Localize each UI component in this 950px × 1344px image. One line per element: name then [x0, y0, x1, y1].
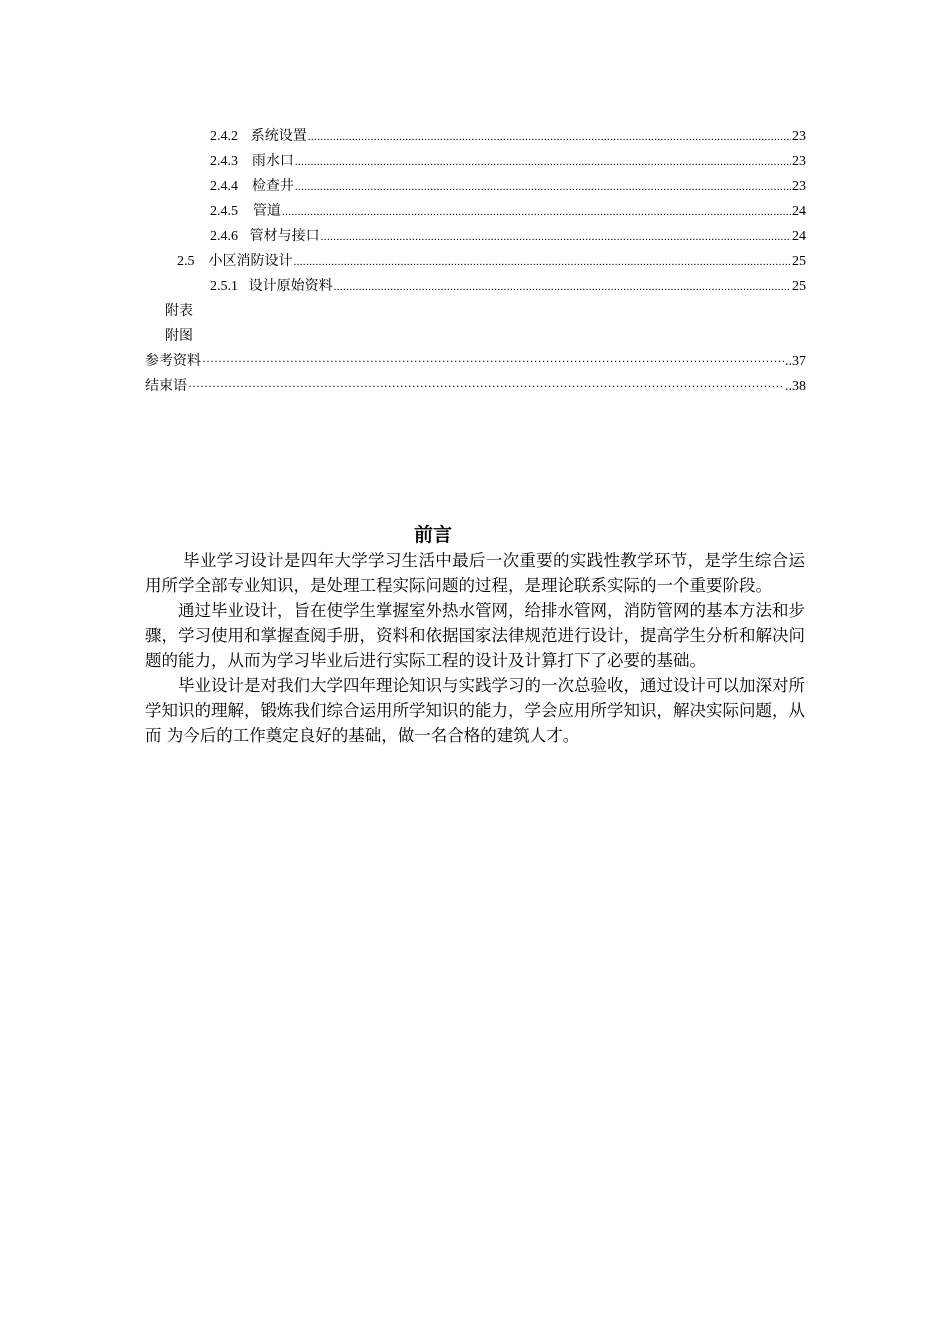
toc-leader-dots [293, 250, 791, 275]
toc-entry-page: ..37 [785, 354, 806, 369]
toc-leader-dots [295, 150, 791, 175]
toc-entry-number: 2.4.5 [210, 204, 238, 219]
toc-entry-title: 附表 [165, 303, 193, 319]
toc-entry-page: 24 [792, 229, 806, 244]
toc-entry[interactable] [145, 349, 806, 374]
toc-entry[interactable] [165, 299, 365, 324]
toc-leader-dots [202, 349, 784, 375]
toc-entry-page: ..38 [785, 379, 806, 394]
toc-leader-dots [295, 175, 791, 200]
toc-entry-page: 25 [792, 279, 806, 294]
toc-entry[interactable] [210, 124, 806, 149]
preface-paragraph: 通过毕业设计，旨在使学生掌握室外热水管网，给排水管网，消防管网的基本方法和步骤，学习使用和掌握查阅手册，资料和依据国家法律规范进行设计，提高学生分析和解决问题的能力，从而为学习毕业后进行实际工程的设计及计算打下了必要的基础。 [145, 601, 805, 670]
toc-entry-number: 2.5 [177, 254, 195, 269]
toc-entry-number: 2.4.3 [210, 154, 238, 169]
toc-entry-number: 2.5.1 [210, 279, 238, 294]
toc-entry-page: 23 [792, 129, 806, 144]
toc-leader-dots [321, 225, 791, 250]
toc-entry-page: 23 [792, 154, 806, 169]
preface-heading: 前言 [413, 524, 452, 546]
preface-paragraph: 毕业学习设计是四年大学学习生活中最后一次重要的实践性教学环节，是学生综合运用所学全部专业知识，是处理工程实际问题的过程，是理论联系实际的一个重要阶段。 [145, 551, 805, 595]
toc-entry-title: 小区消防设计 [208, 253, 293, 269]
toc-entry-title: 管道 [252, 203, 281, 219]
toc-entry-title: 检查井 [251, 178, 294, 194]
toc-entry[interactable] [210, 149, 806, 174]
toc-entry-title: 附图 [165, 328, 193, 344]
toc-entry-number: 2.4.2 [210, 129, 238, 144]
toc-entry-title: 系统设置 [250, 128, 307, 144]
toc-entry-title: 设计原始资料 [248, 278, 333, 294]
toc-entry[interactable] [165, 324, 365, 349]
toc-entry[interactable] [177, 249, 806, 274]
toc-leader-dots [308, 125, 791, 150]
toc-entry-title: 结束语 [145, 378, 187, 394]
toc-entry-title: 管材与接口 [249, 228, 320, 244]
toc-entry-page: 23 [792, 179, 806, 194]
preface-paragraph: 毕业设计是对我们大学四年理论知识与实践学习的一次总验收，通过设计可以加深对所学知识的理解，锻炼我们综合运用所学知识的能力，学会应用所学知识，解决实际问题，从而 为今后的工作奠定良好的基础，做一名合格的建筑人才。 [145, 676, 805, 745]
toc-entry[interactable] [210, 199, 806, 224]
toc-entry-number: 2.4.4 [210, 179, 238, 194]
preface-body [145, 548, 805, 748]
toc-leader-dots [282, 200, 791, 225]
toc-entry[interactable] [210, 174, 806, 199]
toc-entry-title: 雨水口 [251, 153, 294, 169]
toc-entry-title: 参考资料 [145, 353, 201, 369]
toc-leader-dots [188, 374, 784, 400]
toc-entry[interactable] [210, 224, 806, 249]
toc-entry-number: 2.4.6 [210, 229, 238, 244]
toc-leader-dots [334, 275, 791, 300]
toc-entry-page: 24 [792, 204, 806, 219]
toc-entry[interactable] [145, 374, 806, 399]
toc-entry[interactable] [210, 274, 806, 299]
toc-entry-page: 25 [792, 254, 806, 269]
